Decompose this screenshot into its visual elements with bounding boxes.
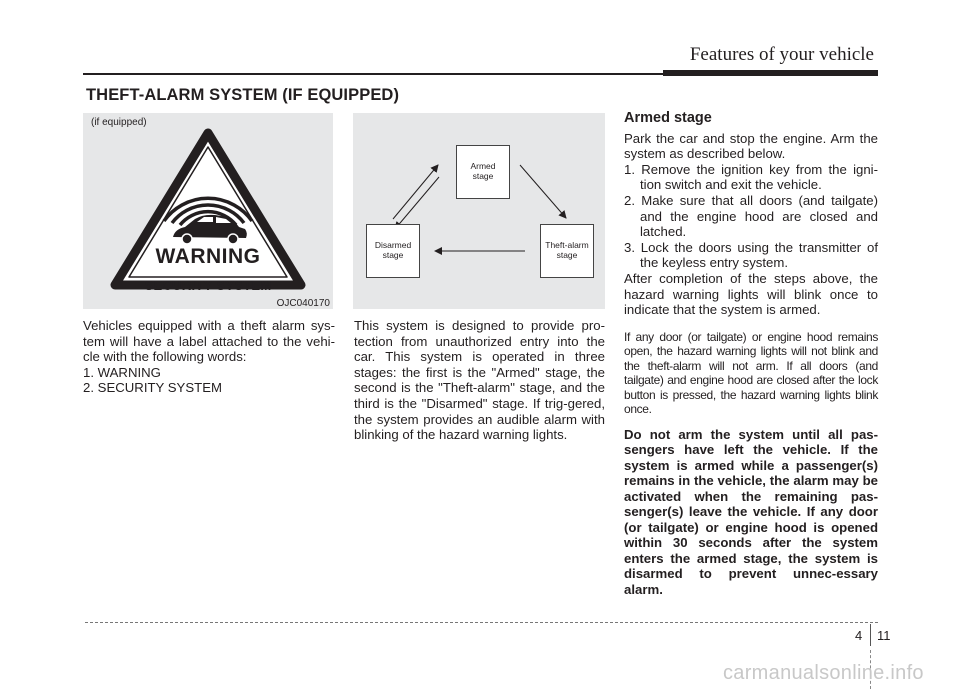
chapter-number: 4 [855,628,863,643]
disarmed-stage-box [366,224,420,278]
armed-step-2: 2. Make sure that all doors (and tailgate) and the engine hood are closed and latched. [624,192,878,240]
label-item-security: 2. SECURITY SYSTEM [83,380,222,396]
armed-stage-box [456,145,510,199]
system-description [354,318,605,443]
label-item-warning: 1. WARNING [83,364,161,380]
armed-step-1: 1. Remove the ignition key from the igni-tion switch and exit the vehicle. [624,161,878,193]
warning-label-figure [83,113,333,309]
armed-warning: Do not arm the system until all pas-sengers have left the vehicle. If the system is armed while a passenger(s) remains in the vehicle, the alarm may be activated when the remaining pas-senger(s) leave the vehicle. If any door (or tailgate) or engine hood is opened within 30 seconds after the system enters the armed stage, the system is disarmed to prevent unnec-essary alarm. [624,426,878,597]
armed-stage-intro: Park the car and stop the engine. Arm the system as described below. [624,130,878,162]
warning-label-text: WARNING [155,245,261,268]
armed-stage-section [624,111,878,597]
system-description-text: This system is designed to provide pro-tection from unauthorized entry into the car. This system is operated in three stages: the first is the "Armed" stage, the second is the "Theft-alarm" stage, and the third is the "Disarmed" stage. If trig-gered, the system provides an audible alarm with blinking of the hazard warning lights. [354,318,605,443]
header-rule-bold [663,70,878,76]
armed-step-3: 3. Lock the doors using the transmitter of the keyless entry system. [624,239,878,271]
label-description [83,318,335,396]
figure-note: (if equipped) [91,117,147,128]
alarm-stages-diagram [353,113,605,309]
theft-alarm-stage-label: Theft-alarm stage [545,240,589,260]
page-number: 11 [877,628,891,643]
security-system-label-text: SECURITY SYSTEM [144,278,272,293]
armed-stage-title: Armed stage [624,110,712,126]
disarmed-stage-label: Disarmed stage [374,240,412,260]
header-rule [83,73,663,75]
watermark: carmanualsonline.info [723,662,924,684]
armed-stage-label: Armed stage [470,161,496,181]
armed-confirmation: After completion of the steps above, the hazard warning lights will blink once to indicate that the system is armed. [624,270,878,318]
running-header: Features of your vehicle [689,44,874,65]
section-title: THEFT-ALARM SYSTEM (IF EQUIPPED) [86,86,400,104]
figure-code: OJC040170 [276,298,330,309]
page-number-divider [870,624,871,646]
armed-note: If any door (or tailgate) or engine hood remains open, the hazard warning lights will not blink and the theft-alarm will not arm. If all doors (and tailgate) and engine hood are closed after the lock button is pressed, the hazard warning lights blink once. [624,329,878,417]
stage-arrows [353,113,605,309]
theft-alarm-stage-box [540,224,594,278]
label-intro: Vehicles equipped with a theft alarm sys-tem will have a label attached to the vehi-cle with the following words: [83,318,335,365]
footer-rule [85,622,878,623]
